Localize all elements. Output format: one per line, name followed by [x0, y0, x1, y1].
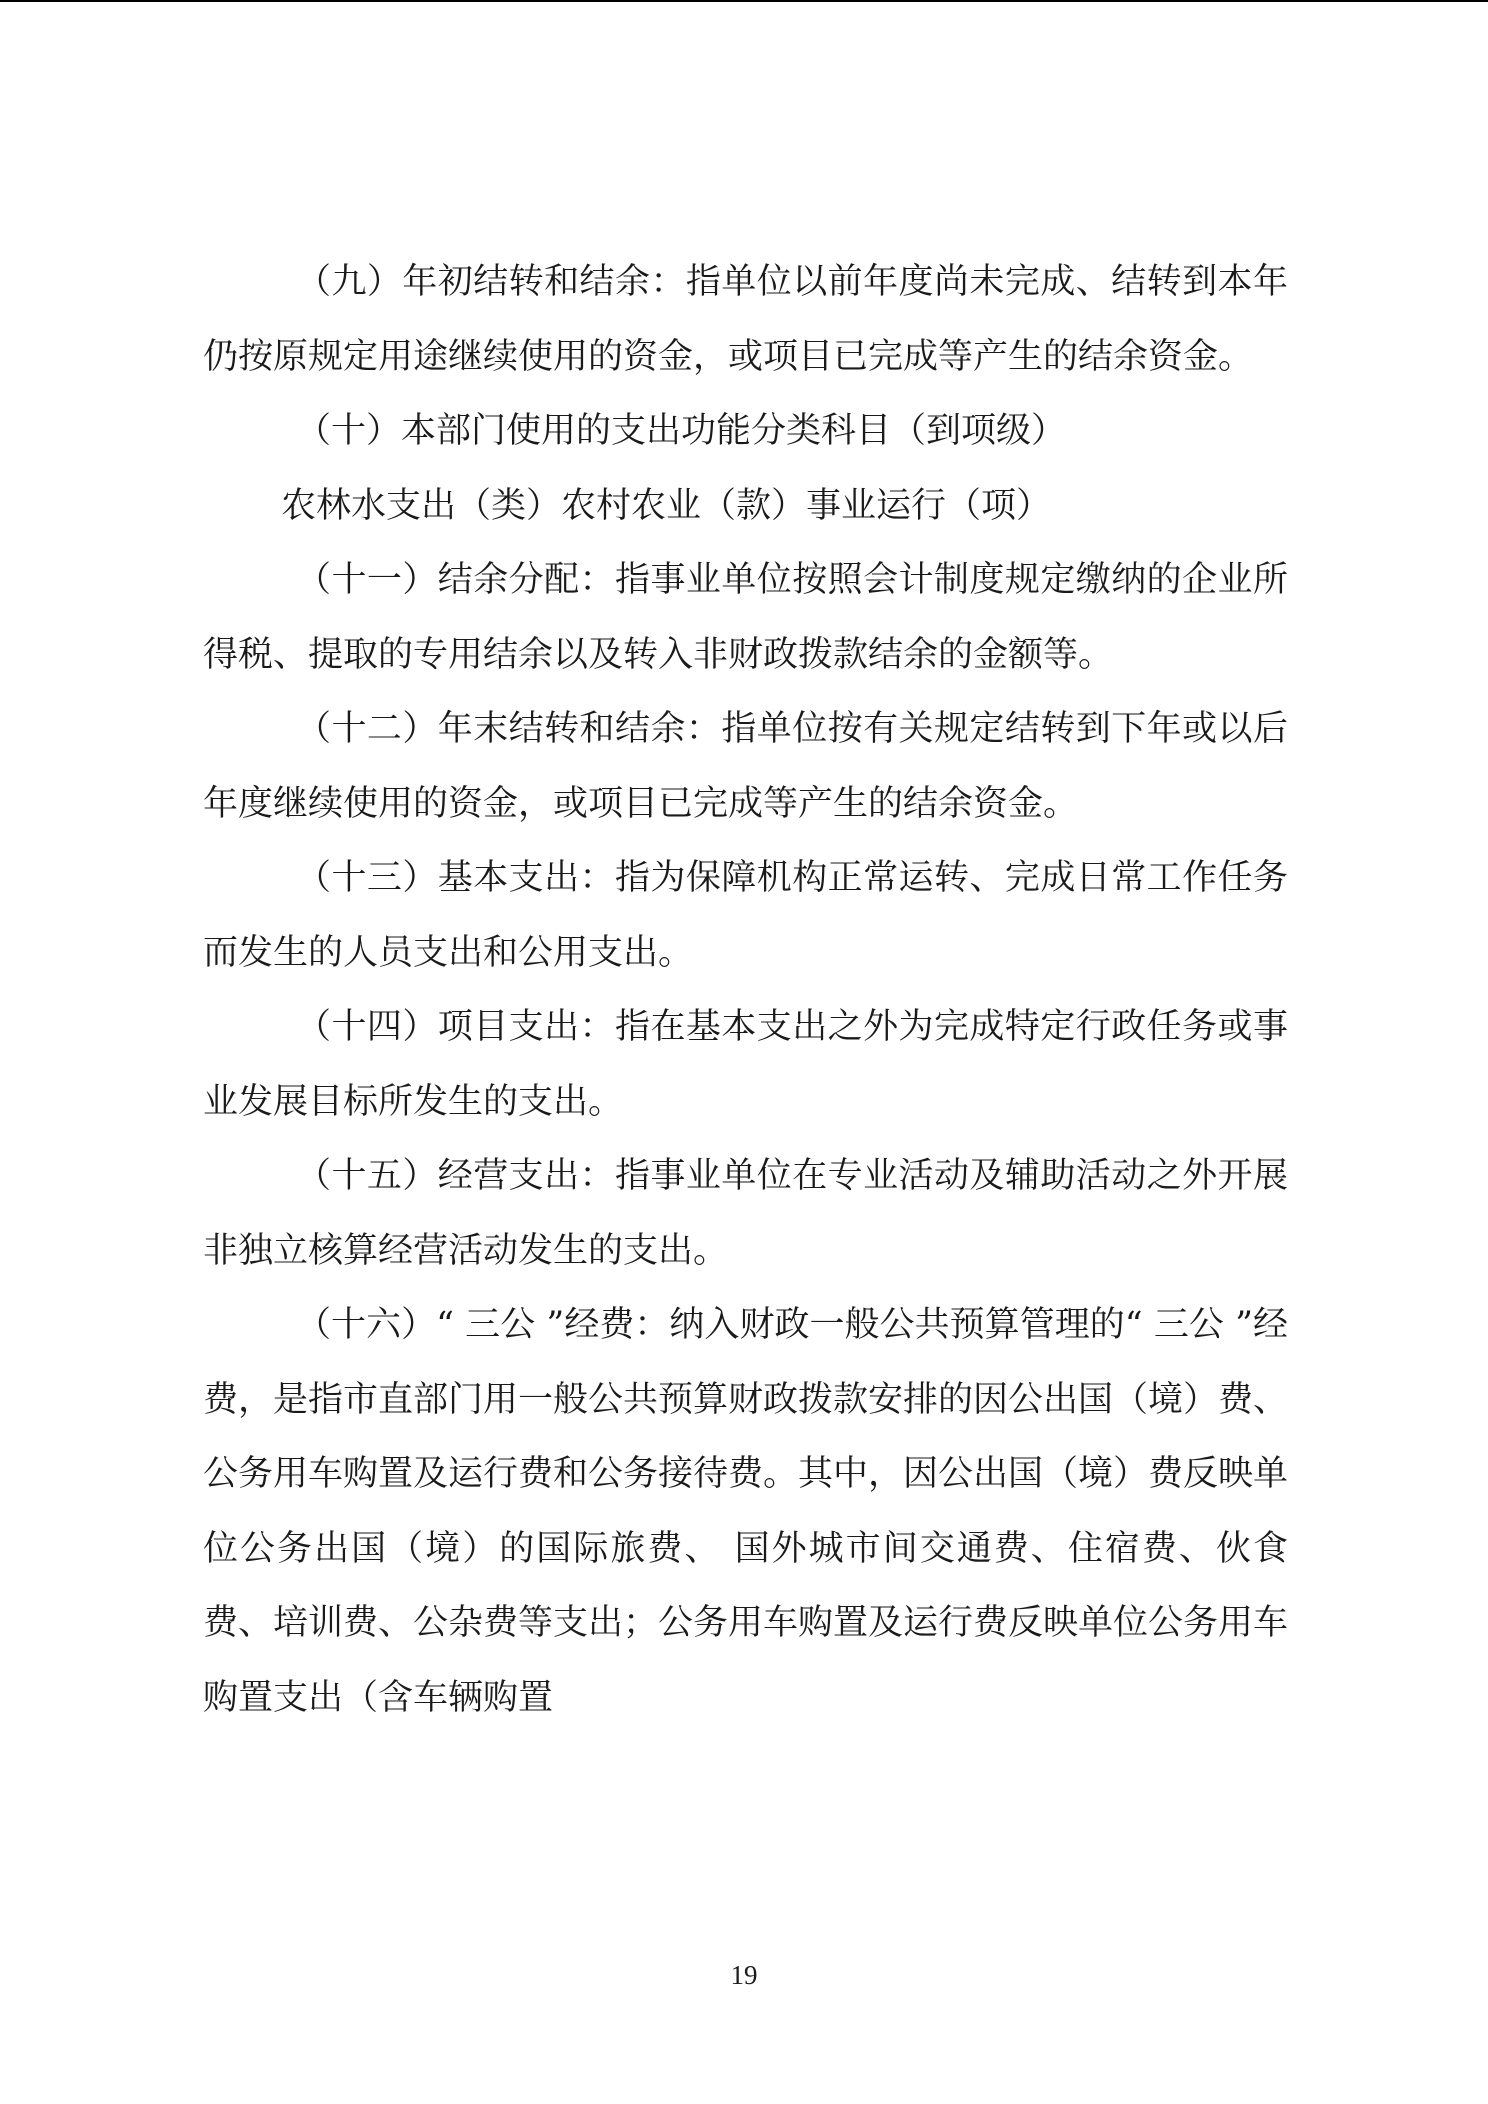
paragraph-ten: （十）本部门使用的支出功能分类科目（到项级） — [296, 411, 1067, 451]
paragraph-fifteen: （十五）经营支出：指事业单位在专业活动及辅助活动之外开展非独立核算经营活动发生的支出。 — [203, 1156, 1288, 1271]
paragraph-thirteen: （十三）基本支出：指为保障机构正常运转、完成日常工作任务而发生的人员支出和公用支出。 — [203, 858, 1288, 973]
page-number: 19 — [730, 1960, 758, 1990]
document-body — [203, 245, 1288, 1735]
paragraph-sixteen: （十六）“ 三公 ”经费：纳入财政一般公共预算管理的“ 三公 ”经费，是指市直部门用一般公共预算财政拨款安排的因公出国（境）费、公务用车购置及运行费和公务接待费。其中，因公出国（境）费反映单位公务出国（境）的国际旅费、 国外城市间交通费、住宿费、伙食费、培训费、公杂费等支出；公务用车购置及运行费反映单位公务用车购置支出（含车辆购置 — [203, 1305, 1289, 1718]
paragraph-twelve: （十二）年末结转和结余：指单位按有关规定结转到下年或以后年度继续使用的资金，或项目已完成等产生的结余资金。 — [203, 709, 1288, 824]
page-top-border — [0, 0, 1488, 2]
paragraph-fourteen: （十四）项目支出：指在基本支出之外为完成特定行政任务或事业发展目标所发生的支出。 — [203, 1007, 1288, 1122]
paragraph-eleven: （十一）结余分配：指事业单位按照会计制度规定缴纳的企业所得税、提取的专用结余以及转入非财政拨款结余的金额等。 — [203, 560, 1288, 675]
paragraph-ten-detail: 农林水支出（类）农村农业（款）事业运行（项） — [281, 485, 1052, 526]
paragraph-nine: （九）年初结转和结余：指单位以前年度尚未完成、结转到本年仍按原规定用途继续使用的资金，或项目已完成等产生的结余资金。 — [203, 262, 1288, 377]
